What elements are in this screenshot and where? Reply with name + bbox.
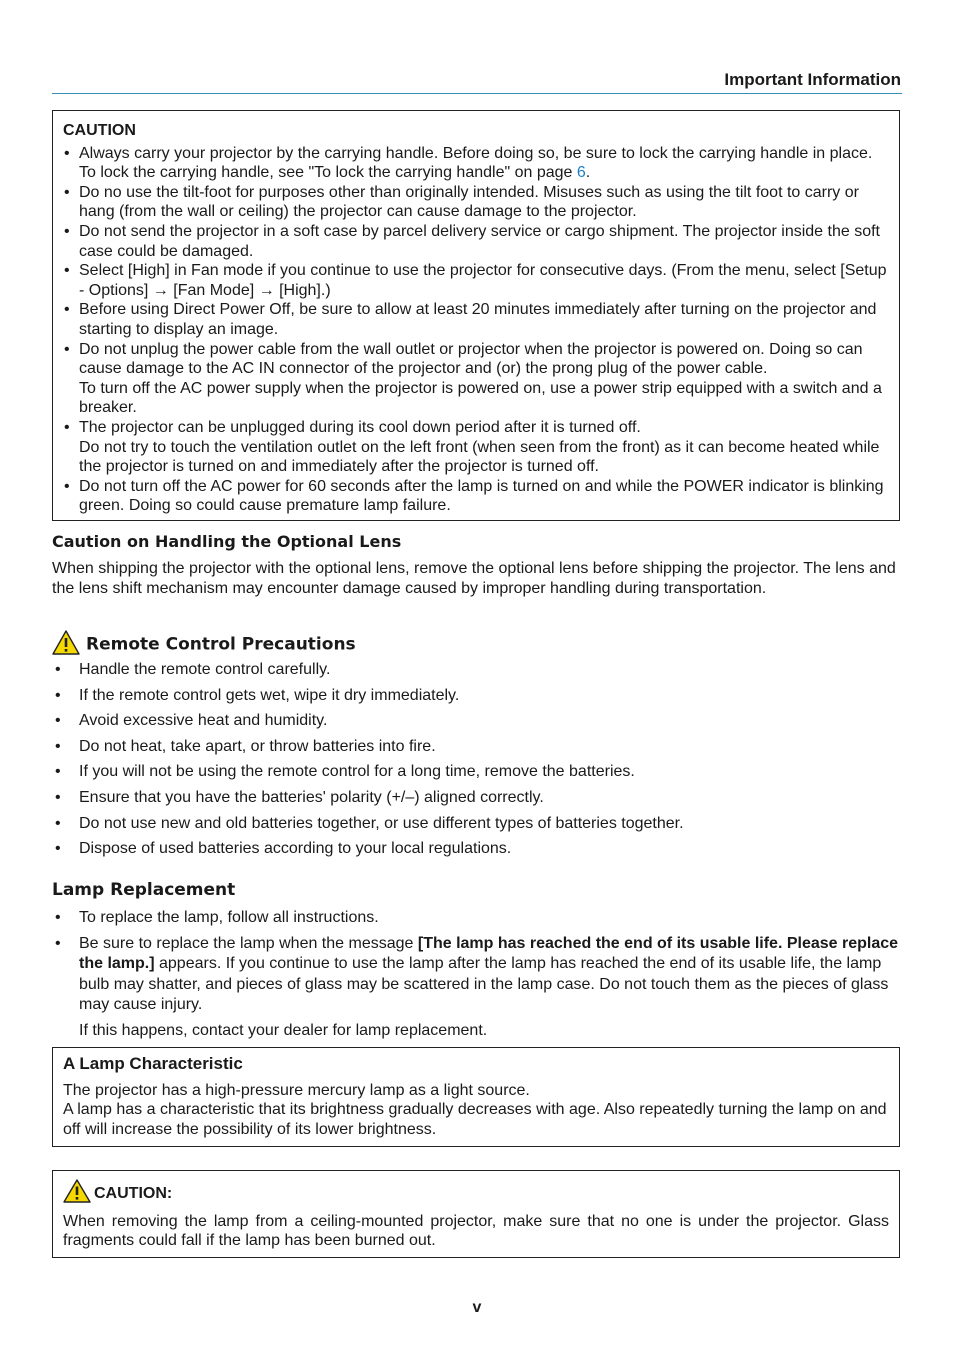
page-number: v — [472, 1299, 482, 1316]
caution-list — [63, 144, 889, 516]
lamp-contact-note: If this happens, contact your dealer for lamp replacement. — [79, 1022, 488, 1039]
list-item — [52, 934, 902, 1016]
list-item — [63, 261, 889, 300]
list-item — [63, 300, 889, 339]
header-divider — [52, 93, 902, 94]
list-item-text: Do not turn off the AC power for 60 seconds after the lamp is turned on and while the POWER indicator is blinking green. Doing so could cause premature lamp failure. — [79, 477, 884, 515]
list-item-text: Do no use the tilt-foot for purposes other than originally intended. Misuses such as using the tilt foot to carry or hang (from the wall or ceiling) the projector can cause damage to the projector. — [79, 183, 859, 221]
lamp-list — [52, 908, 902, 1016]
list-item-text: appears. If you continue to use the lamp after the lamp has reached the end of its usable life, the lamp bulb may shatter, and pieces of glass may be scattered in the lamp case. Do not touch them as the pieces of glass may cause injury. — [79, 955, 889, 1014]
warning-icon — [63, 1179, 91, 1209]
list-item-text: Select [High] in Fan mode if you continue to use the projector for consecutive days. (From the menu, select [Setup - Options] → [Fan Mode] → [High].) — [79, 262, 887, 299]
optional-lens-heading: Caution on Handling the Optional Lens — [52, 532, 402, 551]
list-item: • Dispose of used batteries according to your local regulations. — [52, 839, 902, 859]
remote-list — [52, 660, 902, 859]
list-item: • Ensure that you have the batteries' polarity (+/–) aligned correctly. — [52, 788, 902, 808]
lamp-box-line: A lamp has a characteristic that its brightness gradually decreases with age. Also repeatedly turning the lamp on and off will increase the possibility of its lower brightness. — [63, 1101, 887, 1138]
list-item: • Handle the remote control carefully. — [52, 660, 902, 680]
lamp-characteristic-box — [52, 1047, 900, 1147]
list-item: • If you will not be using the remote control for a long time, remove the batteries. — [52, 762, 902, 782]
list-item — [63, 144, 889, 183]
caution2-title: CAUTION: — [94, 1185, 173, 1202]
list-item-text: To turn off the AC power supply when the projector is powered on, use a power strip equipped with a switch and a breaker. — [79, 379, 882, 417]
remote-heading — [52, 630, 356, 661]
list-item: • Do not heat, take apart, or throw batteries into fire. — [52, 737, 902, 757]
caution-lamp-box — [52, 1170, 900, 1258]
list-item: • If the remote control gets wet, wipe it dry immediately. — [52, 686, 902, 706]
list-item — [63, 477, 889, 516]
list-item: • Avoid excessive heat and humidity. — [52, 711, 902, 731]
list-item — [63, 418, 889, 477]
list-item — [63, 183, 889, 222]
list-item — [63, 340, 889, 418]
list-item-text: . — [585, 164, 591, 182]
caution-box — [52, 110, 900, 521]
lamp-box-title: A Lamp Characteristic — [63, 1054, 243, 1073]
lamp-box-line: The projector has a high-pressure mercury lamp as a light source. — [63, 1081, 530, 1099]
optional-lens-body: When shipping the projector with the optional lens, remove the optional lens before shipping the projector. The lens and the lens shift mechanism may encounter damage caused by improper handling during transportation. — [52, 560, 896, 597]
caution-box-title: CAUTION — [63, 122, 136, 139]
list-item-text: Be sure to replace the lamp when the message — [79, 934, 418, 952]
warning-icon — [52, 630, 80, 661]
page-link[interactable]: 6 — [576, 164, 586, 182]
list-item-bold-text: [The lamp has reached the end of its usable life. Please replace the lamp.] — [79, 934, 899, 973]
list-item: • To replace the lamp, follow all instructions. — [52, 908, 902, 928]
list-item-text: Do not unplug the power cable from the wall outlet or projector when the projector is powered on. Doing so can cause damage to the AC IN connector of the projector and (or) the prong plug of the power cable. — [79, 340, 863, 378]
remote-heading-text: Remote Control Precautions — [86, 634, 356, 655]
list-item-text: Before using Direct Power Off, be sure to allow at least 20 minutes immediately after turning on the projector and starting to display an image. — [79, 301, 877, 338]
list-item-text: Always carry your projector by the carrying handle. Before doing so, be sure to lock the carrying handle in place. — [79, 144, 873, 162]
list-item: • Do not use new and old batteries together, or use different types of batteries together. — [52, 814, 902, 834]
caution2-heading — [63, 1179, 889, 1209]
list-item-text: Do not try to touch the ventilation outlet on the left front (when seen from the front) as it can become heated while the projector is turned on and immediately after the projector is turned off. — [79, 438, 880, 476]
list-item-text: To lock the carrying handle, see "To lock the carrying handle" on page — [79, 164, 577, 182]
lamp-heading: Lamp Replacement — [52, 880, 236, 900]
list-item — [63, 222, 889, 261]
caution2-body: When removing the lamp from a ceiling-mounted projector, make sure that no one is under the projector. Glass fragments could fall if the lamp has been burned out. — [63, 1212, 889, 1250]
list-item-text: Do not send the projector in a soft case by parcel delivery service or cargo shipment. The projector inside the soft case could be damaged. — [79, 222, 880, 260]
list-item-text: The projector can be unplugged during its cool down period after it is turned off. — [79, 418, 641, 436]
page-header-title: Important Information — [724, 70, 901, 89]
